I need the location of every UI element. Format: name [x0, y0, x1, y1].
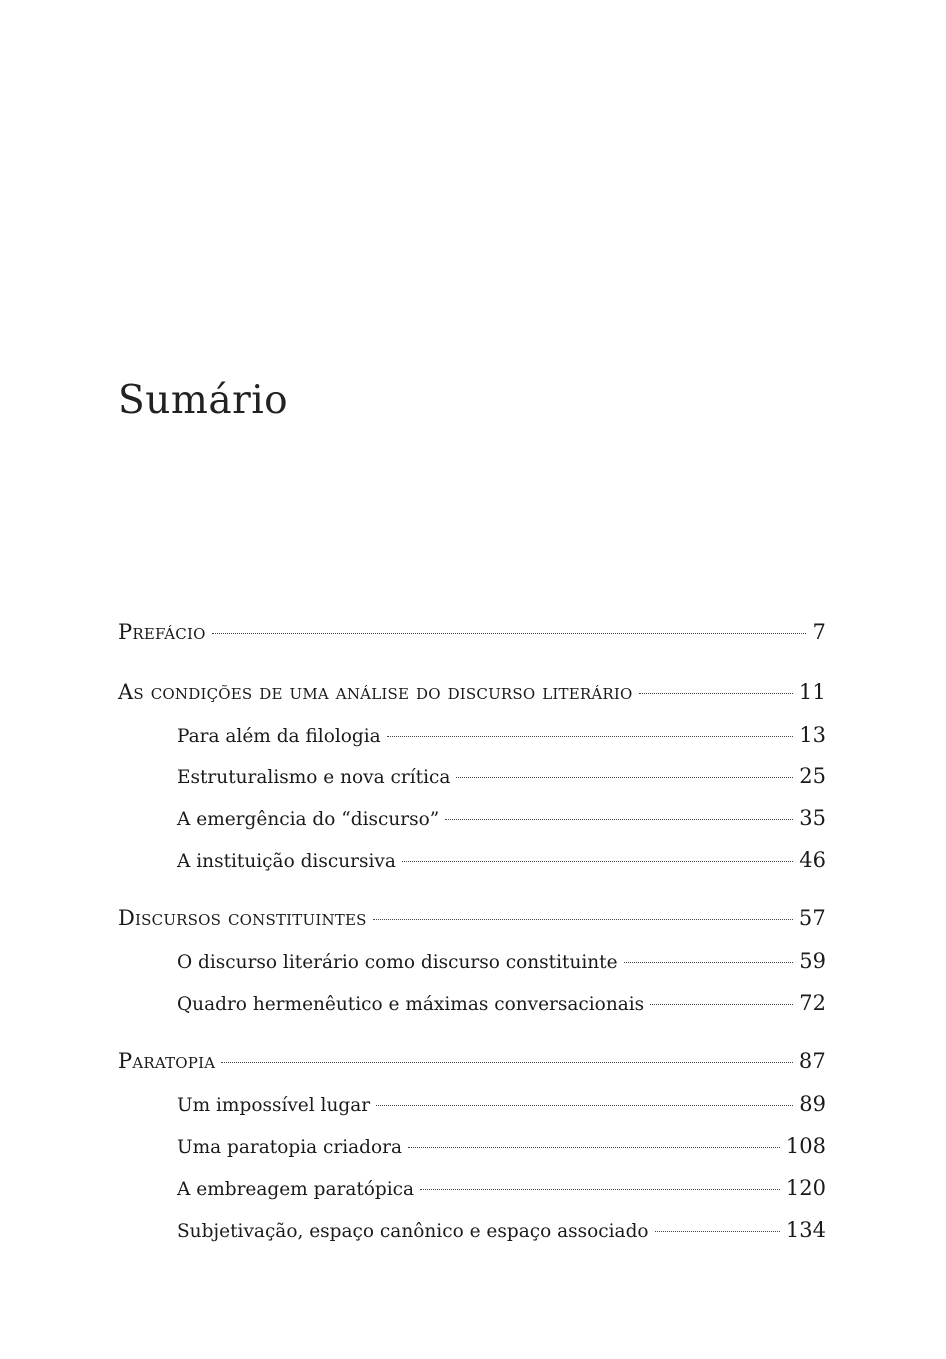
- toc-subentry: [177, 720, 826, 750]
- toc-entry-page: 89: [799, 1092, 826, 1116]
- toc-entry-page: 25: [799, 764, 826, 788]
- toc-entry-page: 46: [799, 848, 826, 872]
- toc-subentry: [177, 1215, 826, 1245]
- toc-subentry: [177, 845, 826, 875]
- toc-entry-label: A embreagem paratópica: [177, 1179, 415, 1200]
- toc-entry-page: 57: [798, 906, 826, 930]
- toc-leader-dots: [402, 861, 793, 862]
- toc-entry: [118, 677, 826, 707]
- toc-leader-dots: [650, 1004, 793, 1005]
- toc-leader-dots: [655, 1231, 780, 1232]
- toc-entry-page: 134: [785, 1218, 826, 1242]
- toc-entry-page: 7: [812, 620, 826, 644]
- toc-subentry: [177, 1173, 826, 1203]
- toc-leader-dots: [376, 1105, 793, 1106]
- toc-entry-label: Paratopia: [118, 1049, 216, 1073]
- toc-leader-dots: [387, 736, 794, 737]
- toc-entry-page: 72: [799, 991, 826, 1015]
- toc-leader-dots: [624, 962, 794, 963]
- toc-entry-label: A emergência do “discurso”: [177, 809, 440, 830]
- toc-entry-page: 108: [785, 1134, 826, 1158]
- toc-entry-page: 13: [799, 723, 826, 747]
- toc-entry: [118, 903, 826, 933]
- toc-subentry: [177, 1089, 826, 1119]
- toc-entry-label: Estruturalismo e nova crítica: [177, 767, 451, 788]
- toc-entry-label: Prefácio: [118, 620, 206, 644]
- toc-entry-label: Um impossível lugar: [177, 1095, 371, 1116]
- toc-leader-dots: [212, 633, 807, 634]
- toc-leader-dots: [639, 693, 793, 694]
- toc-subentry: [177, 1131, 826, 1161]
- toc-leader-dots: [445, 819, 793, 820]
- toc-entry-page: 11: [798, 680, 826, 704]
- toc-entry-label: Para além da filologia: [177, 726, 381, 747]
- toc-entry-page: 35: [799, 806, 826, 830]
- toc-entry-label: As condições de uma análise do discurso literário: [118, 680, 633, 704]
- page-title: Sumário: [118, 378, 289, 423]
- toc-entry-page: 59: [799, 949, 826, 973]
- toc-entry-label: A instituição discursiva: [177, 851, 396, 872]
- toc-leader-dots: [221, 1062, 793, 1063]
- toc-entry: [118, 1046, 826, 1076]
- toc-subentry: [177, 761, 826, 791]
- toc-entry-label: O discurso literário como discurso constituinte: [177, 952, 618, 973]
- toc-leader-dots: [456, 777, 793, 778]
- toc-leader-dots: [373, 919, 793, 920]
- toc-entry-label: Uma paratopia criadora: [177, 1137, 403, 1158]
- toc-leader-dots: [420, 1189, 780, 1190]
- toc-entry-label: Quadro hermenêutico e máximas conversacionais: [177, 994, 645, 1015]
- toc-leader-dots: [408, 1147, 780, 1148]
- toc-entry-page: 87: [798, 1049, 826, 1073]
- toc-entry-label: Discursos constituintes: [118, 906, 367, 930]
- toc-entry-label: Subjetivação, espaço canônico e espaço associado: [177, 1221, 649, 1242]
- toc-entry-page: 120: [785, 1176, 826, 1200]
- toc-subentry: [177, 946, 826, 976]
- toc-subentry: [177, 988, 826, 1018]
- toc-entry: [118, 617, 826, 647]
- toc-subentry: [177, 803, 826, 833]
